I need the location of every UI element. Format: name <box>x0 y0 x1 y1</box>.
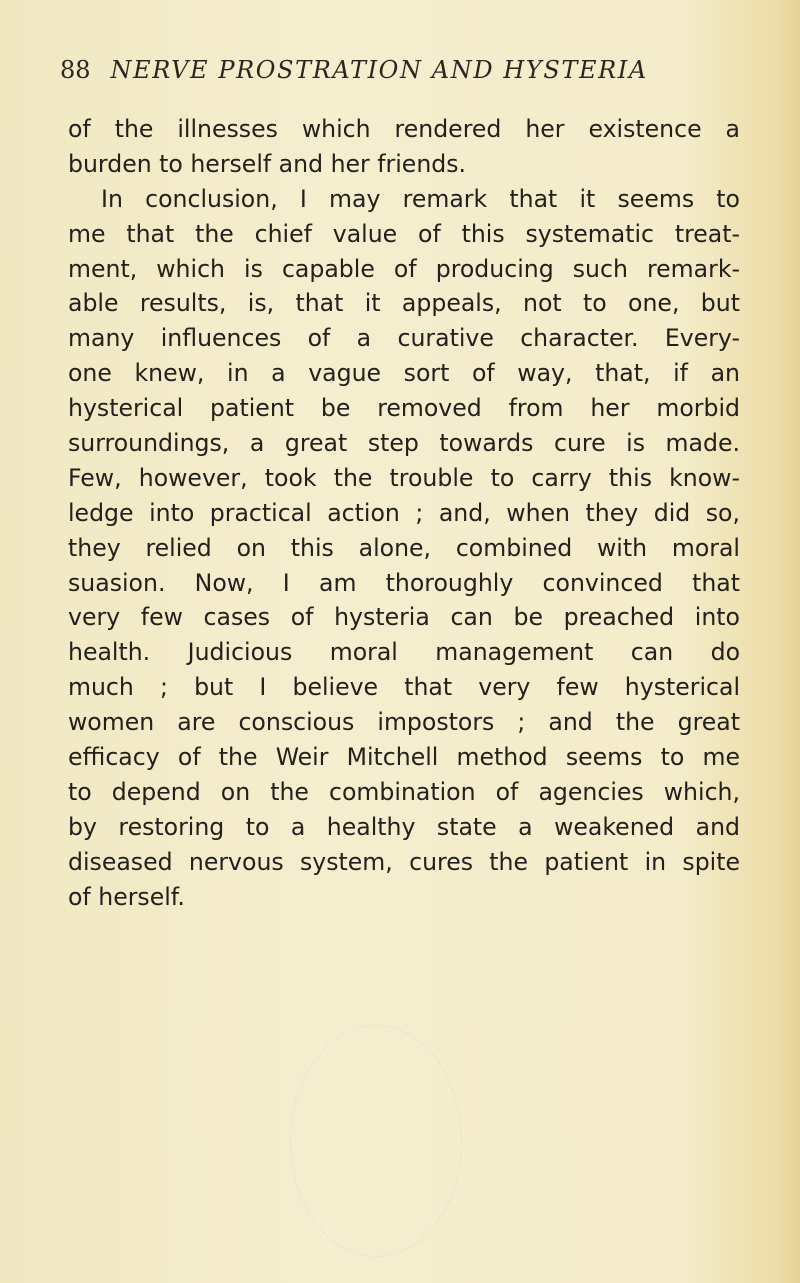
text-line: of the illnesses which rendered her existence a <box>68 115 740 143</box>
text-line: diseased nervous system, cures the patient in spite <box>68 847 740 876</box>
text-line: burden to herself and her friends. <box>68 149 467 178</box>
running-title: NERVE PROSTRATION AND HYSTERIA <box>110 56 648 84</box>
text-line: able results, is, that it appeals, not to one, but <box>68 289 740 318</box>
text-line: much ; but I believe that very few hysterical <box>68 673 740 702</box>
text-line: efficacy of the Weir Mitchell method seems to me <box>68 743 740 772</box>
text-line: In conclusion, I may remark that it seems to <box>101 184 740 213</box>
text-line: ledge into practical action ; and, when they did so, <box>68 498 740 527</box>
text-line: very few cases of hysteria can be preached into <box>68 603 740 632</box>
page-number: 88 <box>60 56 91 84</box>
text-line: women are conscious impostors ; and the great <box>68 708 740 737</box>
text-line: of herself. <box>68 882 185 911</box>
text-line: to depend on the combination of agencies which, <box>68 777 740 806</box>
text-line: suasion. Now, I am thoroughly convinced that <box>68 568 740 597</box>
text-line: by restoring to a healthy state a weakened and <box>68 812 740 841</box>
text-line: surroundings, a great step towards cure is made. <box>68 429 740 458</box>
text-line: ment, which is capable of producing such remark- <box>68 254 740 283</box>
text-line: health. Judicious moral management can do <box>68 638 740 667</box>
text-line: one knew, in a vague sort of way, that, if an <box>68 359 740 388</box>
text-line: many influences of a curative character. Every- <box>68 324 740 353</box>
faded-library-stamp <box>290 1025 462 1257</box>
running-header <box>60 56 720 96</box>
body-text <box>68 112 740 914</box>
text-line: Few, however, took the trouble to carry this know- <box>68 463 740 492</box>
text-line: me that the chief value of this systematic treat- <box>68 219 740 248</box>
text-line: hysterical patient be removed from her morbid <box>68 394 740 423</box>
text-line: they relied on this alone, combined with moral <box>68 533 740 562</box>
